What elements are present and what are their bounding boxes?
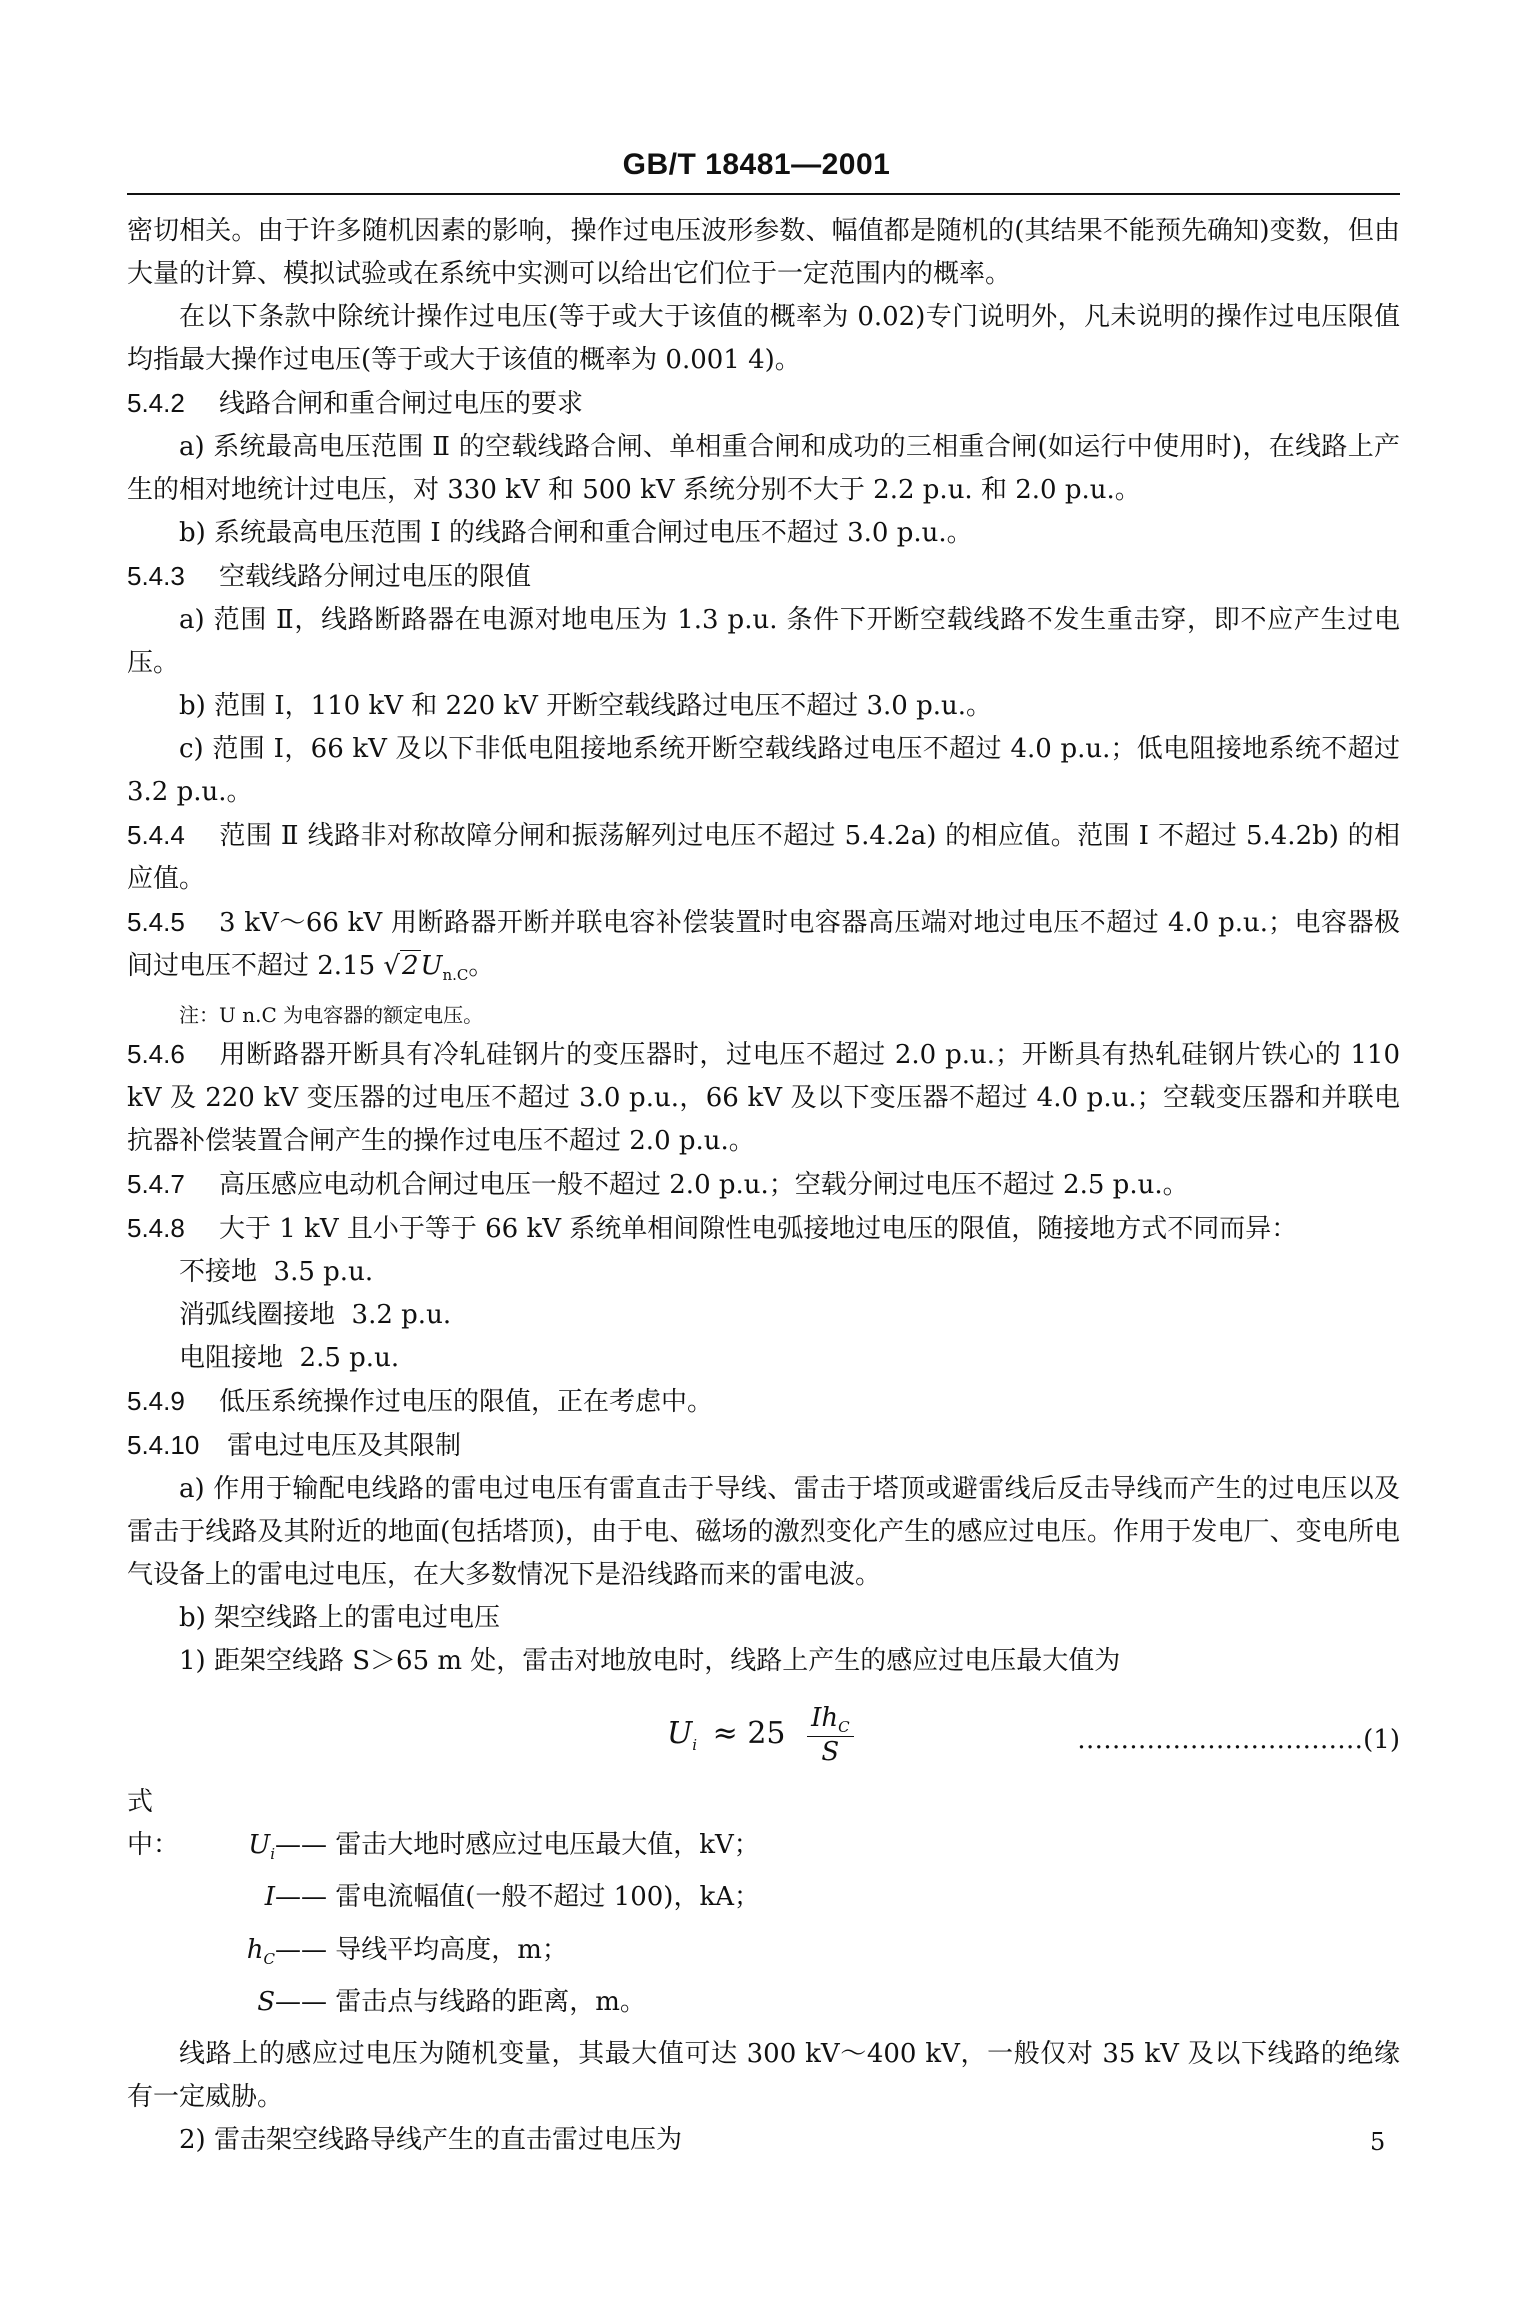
formula-1 (127, 1689, 1400, 1781)
clause-5-4-2-heading (127, 382, 1400, 426)
sentence-end: 。 (468, 951, 495, 981)
clause-5-4-3-item-c: c) 范围 Ⅰ，66 kV 及以下非低电阻接地系统开断空载线路过电压不超过 4.0 p.u.；低电阻接地系统不超过 3.2 p.u.。 (127, 734, 1400, 807)
clause-5-4-10-item-b2: 2) 雷击架空线路导线产生的直击雷过电压为 (179, 2124, 682, 2155)
clause-5-4-3-heading (127, 555, 1400, 599)
symbol-text: S (257, 1986, 275, 2017)
clause-title: 线路合闸和重合闸过电压的要求 (219, 389, 584, 419)
definition-row (127, 1781, 1400, 1876)
definition-symbol (127, 1981, 275, 2033)
clause-number: 5.4.7 (127, 1169, 185, 1200)
definition-text: —— 雷击大地时感应过电压最大值，kV； (275, 1830, 760, 1861)
numerator-subscript: C (838, 1718, 850, 1737)
grounding-item (127, 1251, 1400, 1294)
definition-row (127, 1876, 1400, 1928)
sqrt-expression: √2 (383, 951, 419, 981)
standard-number-header: GB/T 18481—2001 (622, 148, 891, 181)
clause-text: 范围 Ⅱ 线路非对称故障分闸和振荡解列过电压不超过 5.4.2a) 的相应值。范围 Ⅰ 不超过 5.4.2b) 的相应值。 (127, 821, 1400, 894)
symbol-text: U (248, 1830, 271, 1861)
formula-number: ……………………………(1) (1077, 1725, 1400, 1756)
clause-text: 用断路器开断具有冷轧硅钢片的变压器时，过电压不超过 2.0 p.u.；开断具有热轧硅钢片铁心的 110 kV 及 220 kV 变压器的过电压不超过 3.0 p.u.，66 kV 及以下变压器不超过 4.0 p.u.；空载变压器和并联电抗器补偿装置合闸产生的操作过电压不超过 2.0 p.u.。 (127, 1040, 1400, 1157)
grounding-value: 3.2 p.u. (351, 1300, 452, 1331)
formula-denominator: S (821, 1737, 840, 1768)
formula-expression (667, 1703, 854, 1767)
definition-symbol (127, 1876, 275, 1928)
clause-number: 5.4.9 (127, 1386, 185, 1417)
clause-5-4-2-item-a: a) 系统最高电压范围 Ⅱ 的空载线路合闸、单相重合闸和成功的三相重合闸(如运行中使用时)，在线路上产生的相对地统计过电压，对 330 kV 和 500 kV 系统分别不大于 2.2 p.u. 和 2.0 p.u.。 (127, 432, 1400, 505)
grounding-item (127, 1337, 1400, 1380)
formula-fraction (807, 1703, 854, 1767)
paragraph-continuation: 密切相关。由于许多随机因素的影响，操作过电压波形参数、幅值都是随机的(其结果不能预先确知)变数，但由大量的计算、模拟试验或在系统中实测可以给出它们位于一定范围内的概率。 (127, 216, 1400, 289)
definition-text: —— 雷击点与线路的距离，m。 (275, 1986, 646, 2017)
clause-number: 5.4.8 (127, 1213, 185, 1244)
paragraph-statistical-note: 在以下条款中除统计操作过电压(等于或大于该值的概率为 0.02)专门说明外，凡未说明的操作过电压限值均指最大操作过电压(等于或大于该值的概率为 0.001 4)。 (127, 302, 1400, 375)
clause-title: 空载线路分闸过电压的限值 (219, 562, 532, 592)
clause-text: 大于 1 kV 且小于等于 66 kV 系统单相间隙性电弧接地过电压的限值，随接地方式不同而异： (219, 1214, 1298, 1245)
clause-number: 5.4.10 (127, 1430, 200, 1461)
grounding-label: 电阻接地 (179, 1343, 284, 1374)
page-body (127, 210, 1400, 2162)
clause-number: 5.4.4 (127, 820, 185, 850)
definition-text: —— 雷电流幅值(一般不超过 100)，kA； (275, 1882, 760, 1913)
grounding-value: 3.5 p.u. (273, 1257, 374, 1288)
clause-5-4-5 (127, 901, 1400, 997)
clause-number: 5.4.6 (127, 1039, 185, 1070)
clause-number: 5.4.2 (127, 388, 185, 418)
clause-5-4-10-item-a: a) 作用于输配电线路的雷电过电压有雷直击于导线、雷击于塔顶或避雷线后反击导线而产生的过电压以及雷击于线路及其附近的地面(包括塔顶)，由于电、磁场的激烈变化产生的感应过电压。作用于发电厂、变电所电气设备上的雷电过电压，在大多数情况下是沿线路而来的雷电波。 (127, 1474, 1400, 1591)
clause-5-4-10-item-b: b) 架空线路上的雷电过电压 (179, 1603, 501, 1634)
clause-5-4-10-heading (127, 1424, 1400, 1468)
clause-number: 5.4.3 (127, 561, 185, 591)
clause-5-4-3-item-b: b) 范围 Ⅰ，110 kV 和 220 kV 开断空载线路过电压不超过 3.0 p.u.。 (179, 691, 993, 721)
clause-5-4-8 (127, 1207, 1400, 1251)
page-number: 5 (1370, 2128, 1386, 2156)
clause-text: 3 kV～66 kV 用断路器开断并联电容补偿装置时电容器高压端对地过电压不超过 4.0 p.u.；电容器极间过电压不超过 2.15 (127, 908, 1400, 981)
clause-5-4-10-item-b1: 1) 距架空线路 S＞65 m 处，雷击对地放电时，线路上产生的感应过电压最大值为 (179, 1646, 1121, 1677)
clause-text: 高压感应电动机合闸过电压一般不超过 2.0 p.u.；空载分闸过电压不超过 2.5 p.u.。 (219, 1170, 1189, 1201)
symbol-subscript: C (263, 1949, 275, 1968)
formula-lhs: U (667, 1716, 693, 1752)
grounding-value: 2.5 p.u. (299, 1343, 400, 1374)
definition-symbol (127, 1929, 275, 1981)
induced-overvoltage-note: 线路上的感应过电压为随机变量，其最大值可达 300 kV～400 kV，一般仅对 35 kV 及以下线路的绝缘有一定威胁。 (127, 2038, 1400, 2112)
voltage-subscript: n.C (442, 966, 469, 985)
formula-approx: ≈ 25 (712, 1716, 786, 1752)
clause-5-4-2-item-b: b) 系统最高电压范围 Ⅰ 的线路合闸和重合闸过电压不超过 3.0 p.u.。 (179, 518, 973, 548)
clause-number: 5.4.5 (127, 907, 185, 937)
formula-lhs-subscript: i (692, 1736, 698, 1755)
definition-text: —— 导线平均高度，m； (275, 1934, 568, 1965)
formula-numerator (807, 1703, 854, 1737)
clause-text: 低压系统操作过电压的限值，正在考虑中。 (219, 1387, 714, 1418)
definition-intro: 式中： (127, 1787, 180, 1861)
voltage-symbol: U (420, 951, 443, 981)
grounding-label: 不接地 (179, 1257, 258, 1288)
clause-5-4-5-note: 注：U n.C 为电容器的额定电压。 (179, 1003, 484, 1028)
grounding-label: 消弧线圈接地 (179, 1300, 336, 1331)
clause-5-4-6 (127, 1033, 1400, 1163)
symbol-subscript: i (270, 1845, 275, 1864)
definition-row (127, 1929, 1400, 1981)
definition-symbol (197, 1824, 275, 1876)
symbol-text: h (246, 1934, 264, 1965)
clause-5-4-3-item-a: a) 范围 Ⅱ，线路断路器在电源对地电压为 1.3 p.u. 条件下开断空载线路不发生重击穿，即不应产生过电压。 (127, 605, 1400, 678)
symbol-text: I (264, 1882, 275, 1913)
grounding-item (127, 1294, 1400, 1337)
definition-row (127, 1981, 1400, 2033)
clause-5-4-9 (127, 1380, 1400, 1424)
clause-5-4-4 (127, 814, 1400, 901)
clause-title: 雷电过电压及其限制 (227, 1431, 462, 1462)
numerator-text: Ih (811, 1703, 839, 1734)
clause-5-4-7 (127, 1163, 1400, 1207)
sqrt-radicand: 2 (402, 951, 419, 981)
header-rule (127, 193, 1400, 195)
